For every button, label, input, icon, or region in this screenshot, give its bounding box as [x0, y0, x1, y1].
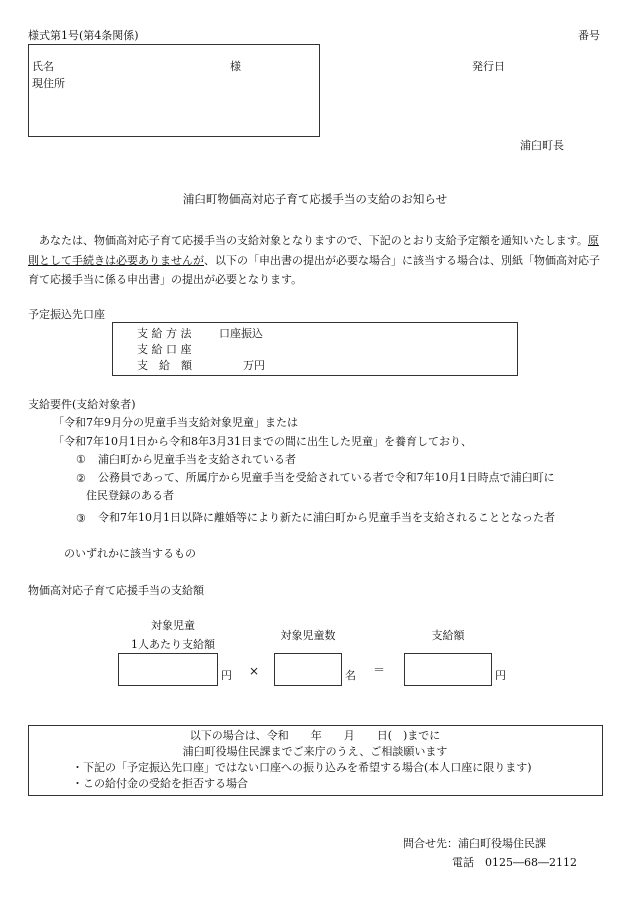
child-count-label: 対象児童数 — [280, 629, 336, 642]
item3-text: 令和7年10月1日以降に離婚等により新たに浦臼町から児童手当を支給されることとなった者 — [98, 511, 555, 524]
requirements-closing: のいずれかに該当するもの — [64, 547, 196, 560]
notice-bullet2: ・この給付金の受給を拒否する場合 — [72, 777, 248, 790]
form-number: 様式第1号(第4条関係) — [28, 29, 139, 42]
requirement-line2: 「令和7年10月1日から令和8年3月31日までの間に出生した児童」を養育しており、 — [53, 435, 472, 448]
person-unit: 名 — [345, 669, 356, 682]
total-amount-box — [404, 653, 492, 686]
multiply-sign: × — [249, 664, 260, 678]
yen-unit-1: 円 — [221, 669, 232, 682]
amount-label: 支 給 額 — [137, 359, 192, 372]
equals-sign: ＝ — [373, 663, 386, 677]
item1-text: 浦臼町から児童手当を支給されている者 — [98, 453, 296, 466]
notice-line1: 以下の場合は、令和 年 月 日( )までに — [189, 729, 441, 742]
requirement-line1: 「令和7年9月分の児童手当支給対象児童」または — [53, 416, 298, 429]
issuer: 浦臼町長 — [520, 139, 564, 152]
name-label: 氏名 — [32, 60, 54, 73]
item1-number: ① — [76, 453, 86, 466]
item2-number: ② — [76, 472, 86, 485]
total-label: 支給額 — [431, 629, 465, 642]
contact-phone: 電話 0125―68―2112 — [452, 856, 577, 869]
per-child-amount-box — [118, 653, 218, 686]
account-label: 支 給 口 座 — [137, 343, 192, 356]
recipient-box — [28, 44, 320, 137]
intro-part3: 、以下の「申出書の提出が必要な場合」に該当する場合は、別紙「物価高対応子育て応援手当に係る申出書」の提出が必要となります。 — [28, 253, 600, 286]
intro-part1: あなたは、物価高対応子育て応援手当の支給対象となりますので、下記のとおり支給予定額を通知いたします。 — [39, 234, 588, 247]
intro-paragraph — [28, 231, 606, 290]
document-title: 浦臼町物価高対応子育て応援手当の支給のお知らせ — [182, 192, 448, 206]
number-label: 番号 — [578, 29, 600, 42]
item2-text: 公務員であって、所属庁から児童手当を受給されている者で令和7年10月1日時点で浦臼町に住民登録のある者 — [86, 471, 555, 502]
intro-underlined: 原則として手続きは必要ありませんが — [28, 234, 599, 267]
contact-label: 問合せ先：浦臼町役場住民課 — [403, 837, 546, 850]
address-label: 現住所 — [32, 77, 65, 90]
child-count-box — [274, 653, 342, 686]
per-child-label-1: 対象児童 — [151, 619, 195, 632]
calc-heading: 物価高対応子育て応援手当の支給額 — [28, 584, 204, 597]
method-label: 支 給 方 法 — [137, 327, 192, 340]
notice-bullet1: ・下記の「予定振込先口座」ではない口座への振り込みを希望する場合(本人口座に限ります) — [72, 761, 532, 774]
method-value: 口座振込 — [219, 327, 263, 340]
per-child-label-2: 1人あたり支給額 — [131, 638, 215, 651]
account-heading: 予定振込先口座 — [28, 308, 105, 321]
item3-number: ③ — [76, 512, 86, 525]
notice-line2: 浦臼町役場住民課までご来庁のうえ、ご相談願います — [182, 745, 448, 758]
yen-unit-2: 円 — [495, 669, 506, 682]
requirements-heading: 支給要件(支給対象者) — [28, 398, 136, 411]
issue-date-label: 発行日 — [472, 60, 505, 73]
sama-label: 様 — [230, 60, 241, 73]
amount-unit: 万円 — [243, 359, 265, 372]
